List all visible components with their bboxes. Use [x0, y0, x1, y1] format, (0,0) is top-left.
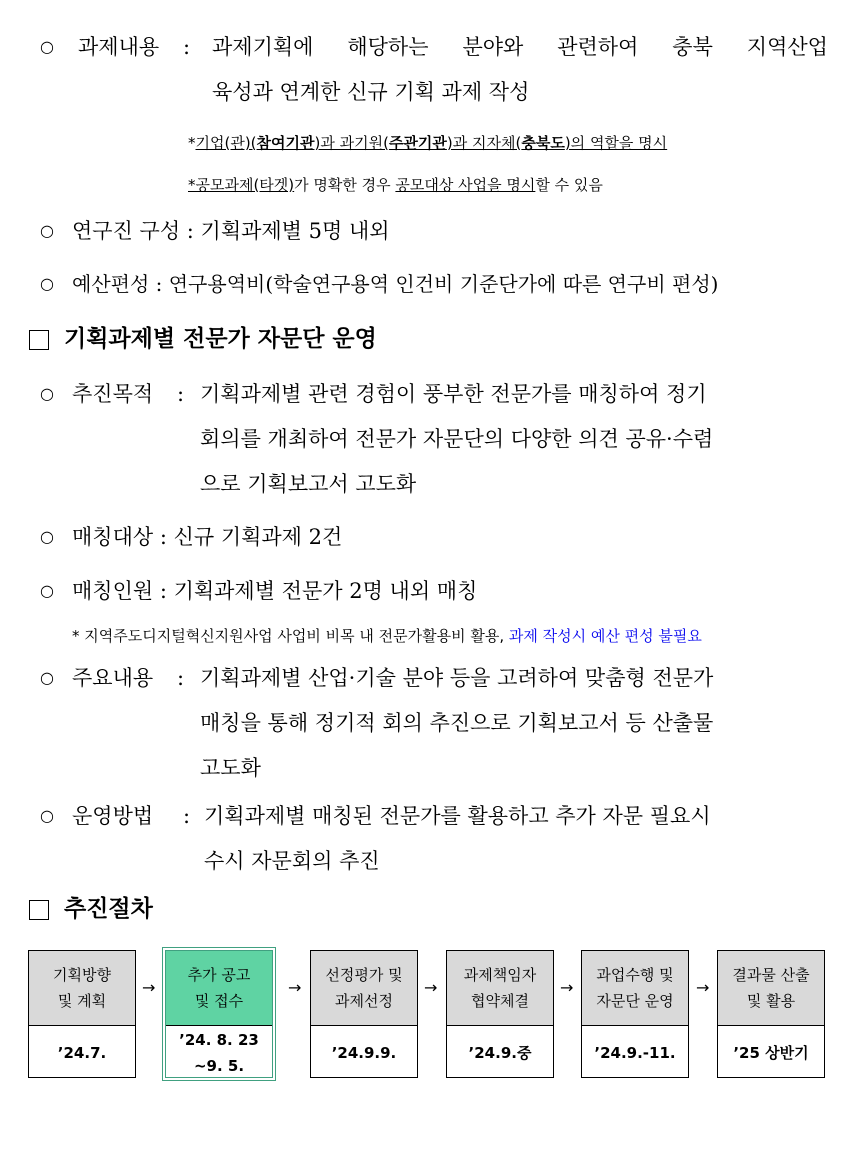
run-blue: 과제 작성시 예산 편성 불필요: [508, 627, 702, 645]
bullet-circle: ○: [40, 384, 54, 403]
step-evaluation: [310, 950, 418, 1078]
step-announcement: [165, 950, 273, 1078]
item-text-method-cont1: 수시 자문회의 추진: [204, 849, 380, 873]
arrow-right-icon: →: [424, 978, 438, 997]
run-2: 가 명확한 경우: [294, 176, 396, 194]
item-text-method: 기획과제별 매칭된 전문가를 활용하고 추가 자문 필요시: [204, 804, 711, 828]
step-label: 기획방향: [53, 966, 111, 984]
section-title-procedure: 추진절차: [64, 896, 153, 922]
run-7: )의 역할을 명시: [564, 134, 668, 152]
item-matching-people: 매칭인원 : 기획과제별 전문가 2명 내외 매칭: [72, 579, 478, 603]
bullet-circle: ○: [40, 37, 54, 56]
word: 과제기획에: [212, 35, 314, 59]
run-1: *공모과제(타겟): [188, 176, 295, 194]
item-label-purpose: 추진목적: [72, 382, 154, 406]
step-date: ’24. 8. 23: [179, 1030, 259, 1049]
step-date: ’24.9.-11.: [594, 1043, 676, 1062]
item-label-method: 운영방법: [72, 804, 154, 828]
item-label-content: 과제내용: [78, 35, 160, 59]
item-text-purpose-cont2: 으로 기획보고서 고도화: [200, 472, 417, 496]
arrow-right-icon: →: [288, 978, 302, 997]
bullet-circle: ○: [40, 527, 54, 546]
step-label: 과제선정: [335, 992, 393, 1010]
step-label: 과제책임자: [463, 966, 537, 984]
step-execution: [581, 950, 689, 1078]
arrow-right-icon: →: [560, 978, 574, 997]
item-text-content: [212, 34, 828, 60]
bullet-circle: ○: [40, 274, 54, 293]
step-planning: [28, 950, 136, 1078]
word: 지역산업: [746, 35, 828, 59]
step-label: 협약체결: [471, 992, 529, 1010]
run-province: 충북도: [521, 134, 565, 152]
step-date: ’24.7.: [57, 1043, 107, 1062]
section-checkbox: [29, 330, 49, 350]
run-1: * 지역주도디지털혁신지원사업 사업비 비목 내 전문가활용비 활용,: [72, 627, 509, 645]
bullet-circle: ○: [40, 668, 54, 687]
item-colon: :: [183, 35, 191, 59]
bullet-circle: ○: [40, 806, 54, 825]
section-title-advisory: 기획과제별 전문가 자문단 운영: [64, 326, 377, 352]
step-date: ’24.9.중: [468, 1043, 532, 1062]
bullet-circle: ○: [40, 221, 54, 240]
item-researchers: 연구진 구성 : 기획과제별 5명 내외: [72, 219, 390, 243]
step-label: 추가 공고: [187, 966, 251, 984]
note-target: [188, 174, 603, 196]
item-colon: :: [177, 382, 185, 406]
note-roles: [188, 132, 667, 154]
item-text-main-cont1: 매칭을 통해 정기적 회의 추진으로 기획보고서 등 산출물: [200, 711, 714, 735]
section-checkbox: [29, 900, 49, 920]
step-label: 및 활용: [746, 992, 796, 1010]
word: 충북: [672, 35, 713, 59]
word: 해당하는: [347, 35, 429, 59]
arrow-right-icon: →: [142, 978, 156, 997]
run-1: 기업(관)(: [195, 134, 257, 152]
item-text-purpose: 기획과제별 관련 경험이 풍부한 전문가를 매칭하여 정기: [200, 382, 707, 406]
item-text-content-cont: 육성과 연계한 신규 기획 과제 작성: [212, 80, 530, 104]
item-colon: :: [177, 666, 185, 690]
run-host: 주관기관: [388, 134, 447, 152]
item-text-main-cont2: 고도화: [200, 756, 261, 780]
run-participant: 참여기관: [256, 134, 315, 152]
step-contract: [446, 950, 554, 1078]
item-colon: :: [183, 804, 191, 828]
item-label-main: 주요내용: [72, 666, 154, 690]
run-3: )과 과기원(: [314, 134, 389, 152]
item-matching-target: 매칭대상 : 신규 기획과제 2건: [72, 525, 343, 549]
step-label: 과업수행 및: [596, 966, 674, 984]
step-label: 및 접수: [194, 992, 244, 1010]
word: 분야와: [462, 35, 524, 59]
arrow-right-icon: →: [696, 978, 710, 997]
step-date: ’24.9.9.: [331, 1043, 397, 1062]
note-cost: [72, 625, 702, 647]
step-date: ~9. 5.: [193, 1056, 245, 1075]
note-run: [196, 134, 668, 152]
step-label: 선정평가 및: [325, 966, 403, 984]
run-5: )과 지자체(: [446, 134, 522, 152]
bullet-circle: ○: [40, 581, 54, 600]
step-label: 결과물 산출: [732, 966, 810, 984]
word: 관련하여: [557, 35, 639, 59]
note-star: *: [188, 134, 196, 152]
item-text-main: 기획과제별 산업·기술 분야 등을 고려하여 맞춤형 전문가: [200, 666, 714, 690]
step-label: 자문단 운영: [596, 992, 674, 1010]
step-results: [717, 950, 825, 1078]
step-date: ’25 상반기: [733, 1043, 809, 1062]
item-text-purpose-cont1: 회의를 개최하여 전문가 자문단의 다양한 의견 공유·수렴: [200, 427, 714, 451]
run-3: 공모대상 사업을 명시: [395, 176, 536, 194]
item-budget: 예산편성 : 연구용역비(학술연구용역 인건비 기준단가에 따른 연구비 편성): [72, 272, 719, 296]
step-label: 및 계획: [57, 992, 107, 1010]
run-4: 할 수 있음: [535, 176, 603, 194]
